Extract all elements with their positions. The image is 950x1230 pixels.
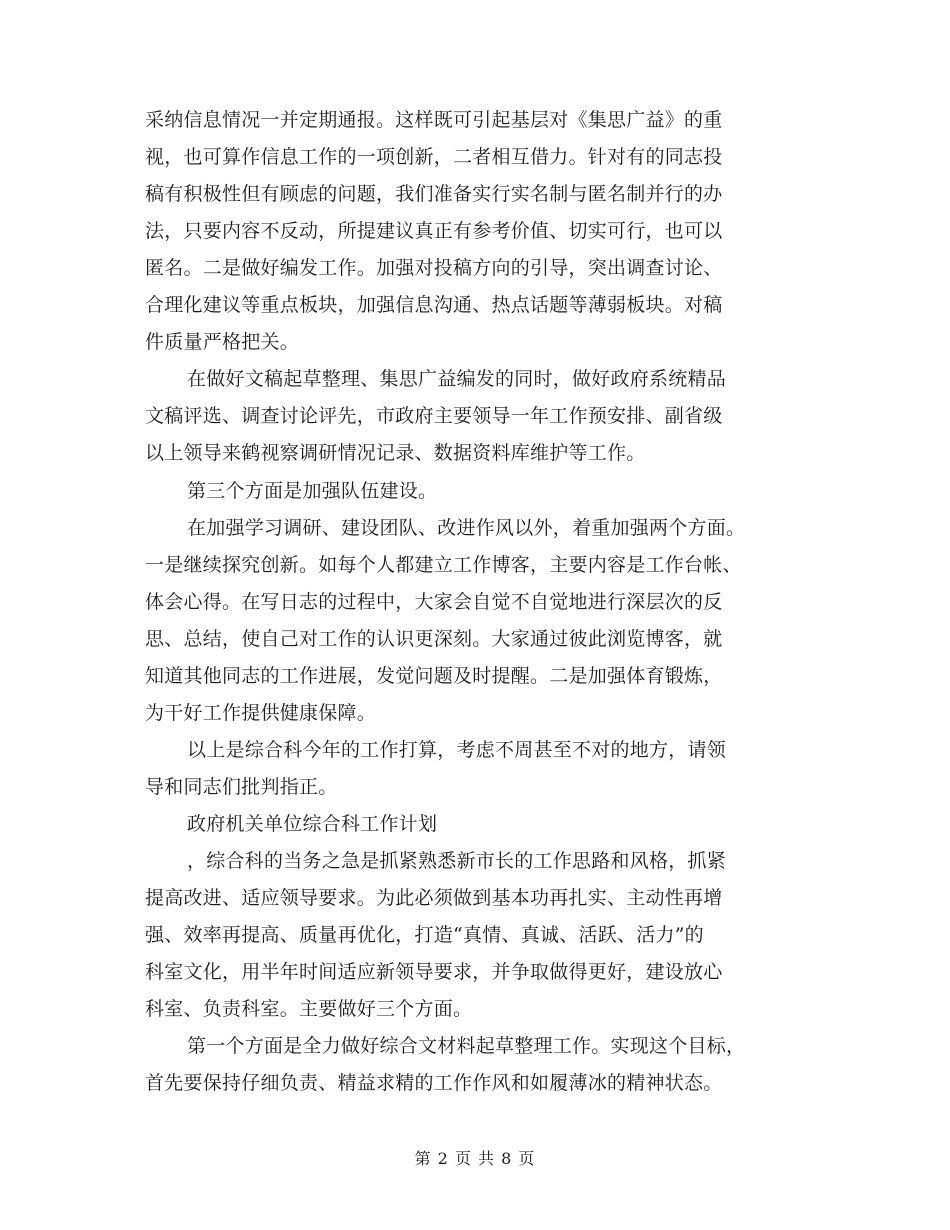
text-line: 稿有积极性但有顾虑的问题，我们准备实行实名制与匿名制并行的办 (145, 183, 723, 205)
text-line: 采纳信息情况一并定期通报。这样既可引起基层对《集思广益》的重 (145, 109, 723, 131)
text-line: 法，只要内容不反动，所提建议真正有参考价值、切实可行，也可以 (145, 220, 723, 242)
paragraph-first-line: 在做好文稿起草整理、集思广益编发的同时，做好政府系统精品 (187, 368, 727, 390)
text-line: 科室、负责科室。主要做好三个方面。 (145, 998, 473, 1020)
paragraph-first-line: 以上是综合科今年的工作打算，考虑不周甚至不对的地方，请领 (187, 739, 727, 761)
text-line: 合理化建议等重点板块，加强信息沟通、热点话题等薄弱板块。对稿 (145, 294, 723, 316)
text-line: 件质量严格把关。 (145, 331, 300, 353)
text-line: 科室文化，用半年时间适应新领导要求，并争取做得更好，建设放心 (145, 961, 723, 983)
text-line: 视，也可算作信息工作的一项创新，二者相互借力。针对有的同志投 (145, 146, 723, 168)
text-line: 体会心得。在写日志的过程中，大家会自觉不自觉地进行深层次的反 (145, 591, 723, 613)
document-title: 政府机关单位综合科工作计划 (187, 813, 438, 835)
text-line: 强、效率再提高、质量再优化，打造“真情、真诚、活跃、活力”的 (145, 924, 704, 946)
text-line: 思、总结，使自己对工作的认识更深刻。大家通过彼此浏览博客，就 (145, 628, 723, 650)
text-line: 知道其他同志的工作进展，发觉问题及时提醒。二是加强体育锻炼， (145, 665, 723, 687)
paragraph-first-line: 第一个方面是全力做好综合文材料起草整理工作。实现这个目标， (187, 1035, 746, 1057)
text-line: 匿名。二是做好编发工作。加强对投稿方向的引导，突出调查讨论、 (145, 257, 723, 279)
paragraph-first-line: ，综合科的当务之急是抓紧熟悉新市长的工作思路和风格，抓紧 (187, 850, 727, 872)
page-number-footer: 第 2 页 共 8 页 (414, 1149, 536, 1168)
text-line: 首先要保持仔细负责、精益求精的工作作风和如履薄冰的精神状态。 (145, 1072, 723, 1094)
text-line: 一是继续探究创新。如每个人都建立工作博客，主要内容是工作台帐、 (145, 554, 742, 576)
section-heading: 第三个方面是加强队伍建设。 (187, 480, 438, 502)
paragraph-first-line: 在加强学习调研、建设团队、改进作风以外，着重加强两个方面。 (187, 517, 746, 539)
text-line: 为干好工作提供健康保障。 (145, 702, 377, 724)
text-line: 以上领导来鹤视察调研情况记录、数据资料库维护等工作。 (145, 442, 646, 464)
text-line: 提高改进、适应领导要求。为此必须做到基本功再扎实、主动性再增 (145, 887, 723, 909)
text-line: 文稿评选、调查讨论评先，市政府主要领导一年工作预安排、副省级 (145, 405, 723, 427)
text-line: 导和同志们批判指正。 (145, 776, 338, 798)
